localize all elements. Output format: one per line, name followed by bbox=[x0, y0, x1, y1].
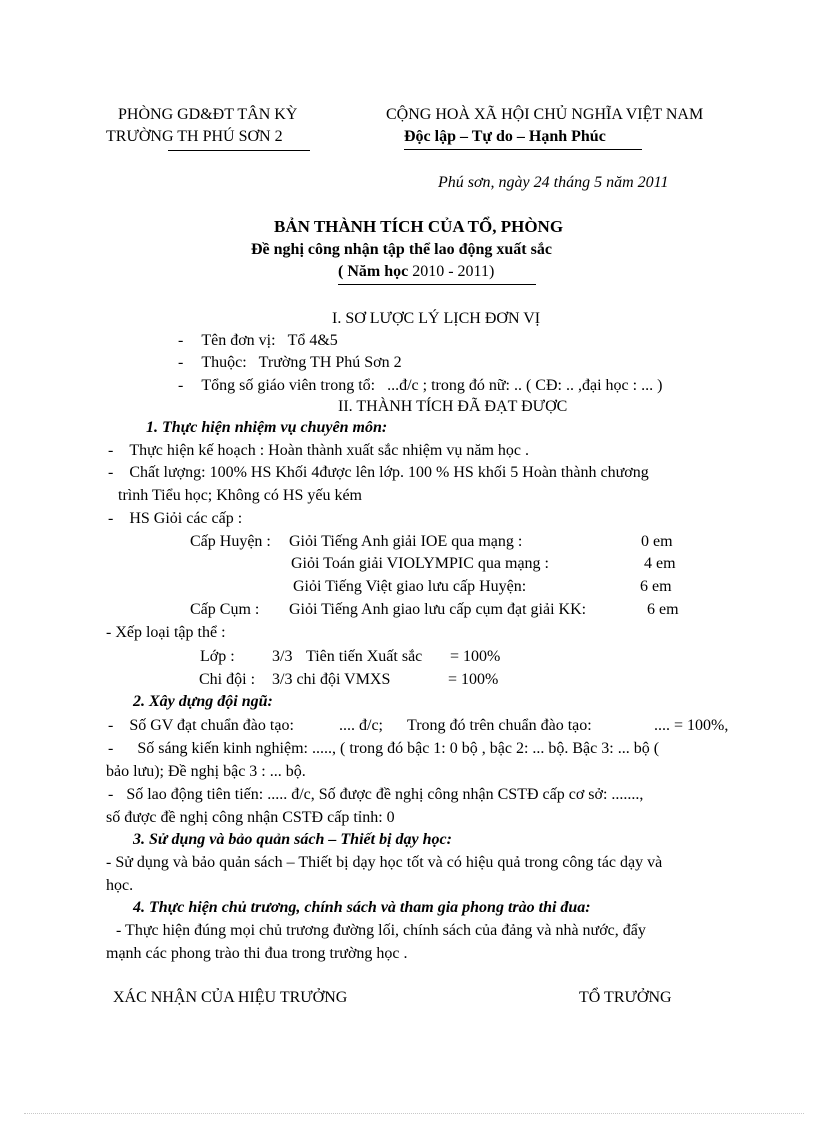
date-line: Phú sơn, ngày 24 tháng 5 năm 2011 bbox=[438, 174, 669, 191]
quality-text-cont: trình Tiểu học; Không có HS yếu kém bbox=[118, 487, 362, 504]
section1-heading: I. SƠ LƯỢC LÝ LỊCH ĐƠN VỊ bbox=[332, 310, 541, 327]
gv-standard-value: .... đ/c; bbox=[339, 717, 383, 734]
document-subtitle: Đề nghị công nhận tập thể lao động xuất sắc bbox=[251, 241, 552, 258]
principal-signature: XÁC NHẬN CỦA HIỆU TRƯỞNG bbox=[113, 989, 348, 1006]
school-year-underline bbox=[338, 284, 536, 285]
section2-heading: II. THÀNH TÍCH ĐÃ ĐẠT ĐƯỢC bbox=[338, 398, 568, 415]
gv-standard-label: Số GV đạt chuẩn đào tạo: bbox=[129, 717, 294, 734]
award-count: 0 em bbox=[641, 533, 673, 550]
plan-text: Thực hiện kế hoạch : Hoàn thành xuất sắc nhiệm vụ năm học . bbox=[129, 442, 529, 459]
belongs-value: Trường TH Phú Sơn 2 bbox=[258, 354, 402, 371]
part3-text-cont: học. bbox=[106, 877, 134, 894]
unit-name-value: Tổ 4&5 bbox=[287, 332, 338, 349]
department-name: PHÒNG GD&ĐT TÂN KỲ bbox=[118, 106, 298, 123]
labor-text-cont: số được đề nghị công nhận CSTĐ cấp tỉnh: 0 bbox=[106, 809, 395, 826]
school-year bbox=[338, 262, 494, 282]
class-label: Lớp : bbox=[200, 648, 235, 665]
list-item: - Thực hiện kế hoạch : Hoàn thành xuất sắc nhiệm vụ năm học . bbox=[108, 442, 529, 459]
unit-name-label: Tên đơn vị: bbox=[201, 332, 276, 349]
teacher-count-label: Tổng số giáo viên trong tổ: bbox=[201, 377, 376, 394]
gv-above-value: .... = 100%, bbox=[654, 717, 729, 734]
award-name: Giỏi Tiếng Anh giải IOE qua mạng : bbox=[289, 533, 523, 550]
part4-title: 4. Thực hiện chủ trương, chính sách và tham gia phong trào thi đua: bbox=[133, 899, 591, 916]
initiative-text-cont: bảo lưu); Đề nghị bậc 3 : ... bộ. bbox=[106, 763, 306, 780]
team-leader-signature: TỔ TRƯỞNG bbox=[579, 989, 672, 1006]
award-name: Giỏi Tiếng Anh giao lưu cấp cụm đạt giải KK: bbox=[289, 601, 587, 618]
part1-title: 1. Thực hiện nhiệm vụ chuyên môn: bbox=[146, 419, 388, 436]
gv-above-label: Trong đó trên chuẩn đào tạo: bbox=[407, 717, 592, 734]
team-label: Chi đội : bbox=[199, 671, 256, 688]
school-underline bbox=[168, 150, 310, 151]
ranking-heading: - Xếp loại tập thể : bbox=[106, 624, 226, 641]
school-name: TRƯỜNG TH PHÚ SƠN 2 bbox=[106, 128, 283, 145]
class-value: 3/3 bbox=[272, 648, 293, 665]
award-count: 6 em bbox=[640, 578, 672, 595]
team-percent: = 100% bbox=[448, 671, 499, 688]
labor-text: Số lao động tiên tiến: ..... đ/c, Số được đề nghị công nhận CSTĐ cấp cơ sở: ......., bbox=[126, 786, 644, 803]
award-count: 6 em bbox=[647, 601, 679, 618]
republic-title: CỘNG HOÀ XÃ HỘI CHỦ NGHĨA VIỆT NAM bbox=[386, 106, 704, 123]
good-students-heading: HS Giỏi các cấp : bbox=[129, 510, 243, 527]
award-count: 4 em bbox=[644, 555, 676, 572]
part2-title: 2. Xây dựng đội ngũ: bbox=[133, 693, 273, 710]
initiative-text: Số sáng kiến kinh nghiệm: ....., ( trong đó bậc 1: 0 bộ , bậc 2: ... bộ. Bậc 3: ... bộ ( bbox=[137, 740, 660, 757]
document-title: BẢN THÀNH TÍCH CỦA TỔ, PHÒNG bbox=[274, 217, 564, 236]
quality-text: Chất lượng: 100% HS Khối 4được lên lớp. 100 % HS khối 5 Hoàn thành chương bbox=[129, 464, 649, 481]
award-level: Cấp Cụm : bbox=[190, 601, 260, 618]
part3-text: - Sử dụng và bảo quản sách – Thiết bị dạy học tốt và có hiệu quả trong công tác dạy và bbox=[106, 854, 663, 871]
list-item: - Chất lượng: 100% HS Khối 4được lên lớp. 100 % HS khối 5 Hoàn thành chương bbox=[108, 464, 649, 481]
award-name: Giỏi Toán giải VIOLYMPIC qua mạng : bbox=[291, 555, 549, 572]
part3-title: 3. Sử dụng và bảo quản sách – Thiết bị dạy học: bbox=[133, 831, 452, 848]
school-year-value: 2010 - 2011) bbox=[412, 263, 495, 280]
list-item: - Tổng số giáo viên trong tổ: ...đ/c ; trong đó nữ: .. ( CĐ: .. ,đại học : ... ) bbox=[178, 377, 663, 394]
part4-text: - Thực hiện đúng mọi chủ trương đường lối, chính sách của đảng và nhà nước, đẩy bbox=[116, 922, 646, 939]
list-item: - Tên đơn vị: Tổ 4&5 bbox=[178, 332, 338, 349]
list-item: - Số sáng kiến kinh nghiệm: ....., ( trong đó bậc 1: 0 bộ , bậc 2: ... bộ. Bậc 3: ... bộ ( bbox=[108, 740, 660, 757]
class-desc: Tiên tiến Xuất sắc bbox=[306, 648, 423, 665]
motto: Độc lập – Tự do – Hạnh Phúc bbox=[404, 128, 606, 145]
motto-underline bbox=[404, 149, 642, 150]
list-item: - Số lao động tiên tiến: ..... đ/c, Số được đề nghị công nhận CSTĐ cấp cơ sở: ......., bbox=[108, 786, 644, 803]
page-footer-divider bbox=[24, 1113, 804, 1114]
teacher-count-value: ...đ/c ; trong đó nữ: .. ( CĐ: .. ,đại học : ... ) bbox=[387, 377, 663, 394]
list-item: - HS Giỏi các cấp : bbox=[108, 510, 243, 527]
school-year-label: ( Năm học bbox=[338, 263, 413, 280]
class-percent: = 100% bbox=[450, 648, 501, 665]
belongs-label: Thuộc: bbox=[201, 354, 247, 371]
team-value: 3/3 chi đội VMXS bbox=[272, 671, 391, 688]
part4-text-cont: mạnh các phong trào thi đua trong trường học . bbox=[106, 945, 408, 962]
list-item: - Số GV đạt chuẩn đào tạo: bbox=[108, 717, 294, 734]
list-item: - Thuộc: Trường TH Phú Sơn 2 bbox=[178, 354, 402, 371]
award-name: Giỏi Tiếng Việt giao lưu cấp Huyện: bbox=[293, 578, 527, 595]
award-level: Cấp Huyện : bbox=[190, 533, 271, 550]
